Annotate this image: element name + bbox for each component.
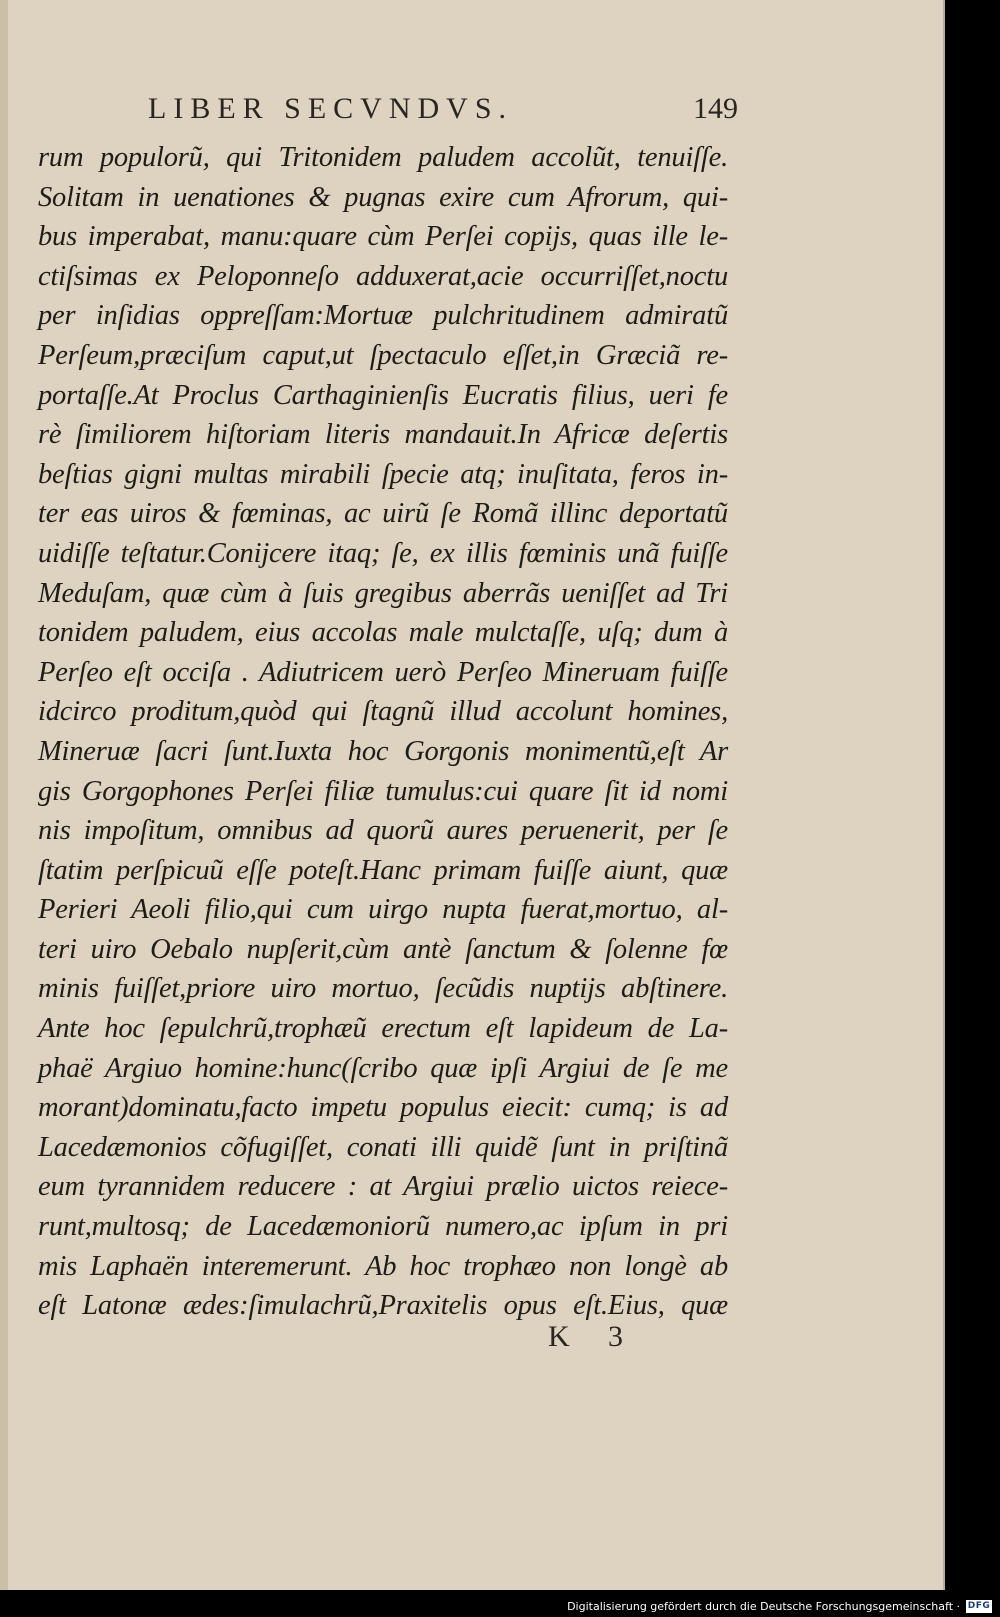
page-gutter-edge (0, 0, 8, 1590)
signature-number: 3 (608, 1320, 623, 1353)
text-line: Solitam in uenationes & pugnas exire cum Afrorum, qui- (38, 181, 728, 213)
text-line: per inſidias oppreſſam:Mortuæ pulchritudinem admiratũ (38, 300, 728, 332)
text-line: portaſſe.At Proclus Carthaginienſis Eucratis filius, ueri fe (38, 379, 728, 411)
text-line: ter eas uiros & fœminas, ac uirũ ſe Romã illinc deportatũ (38, 498, 728, 530)
text-line: mis Laphaën interemerunt. Ab hoc trophæo non longè ab (38, 1250, 728, 1282)
text-line: eum tyrannidem reducere : at Argiui prælio uictos reiece- (38, 1171, 728, 1203)
text-line: Meduſam, quæ cùm à ſuis gregibus aberrãs ueniſſet ad Tri (38, 577, 728, 609)
footer-credit-text: Digitalisierung gefördert durch die Deutsche Forschungsgemeinschaft · (567, 1600, 960, 1613)
text-line: gis Gorgophones Perſei filiæ tumulus:cui quare ſit id nomi (38, 775, 728, 807)
page-number: 149 (693, 92, 738, 125)
digitization-footer (567, 1600, 992, 1613)
text-line: idcirco proditum,quòd qui ſtagnũ illud accolunt homines, (38, 696, 728, 728)
text-line: phaë Argiuo homine:hunc(ſcribo quæ ipſi Argiui de ſe me (38, 1052, 728, 1084)
text-line: rè ſimiliorem hiſtoriam literis mandauit.In Africæ deſertis (38, 419, 728, 451)
text-line: eſt Latonæ ædes:ſimulachrũ,Praxitelis opus eſt.Eius, quæ (38, 1290, 728, 1322)
text-line: Perſeum,præciſum caput,ut ſpectaculo eſſet,in Græciã re- (38, 339, 728, 371)
text-line: teri uiro Oebalo nupſerit,cùm antè ſanctum & ſolenne fœ (38, 933, 728, 965)
text-line: minis fuiſſet,priore uiro mortuo, ſecũdis nuptijs abſtinere. (38, 973, 728, 1005)
text-line: Perieri Aeoli filio,qui cum uirgo nupta fuerat,mortuo, al- (38, 894, 728, 926)
text-line: Perſeo eſt occiſa . Adiutricem uerò Perſeo Mineruam fuiſſe (38, 656, 728, 688)
text-line: rum populorũ, qui Tritonidem paludem accolũt, tenuiſſe. (38, 142, 728, 173)
text-line: uidiſſe teſtatur.Conijcere itaq; ſe, ex illis fœminis unã fuiſſe (38, 537, 728, 569)
text-line: runt,multosq; de Lacedæmoniorũ numero,ac ipſum in pri (38, 1211, 728, 1243)
text-line: Ante hoc ſepulchrũ,trophæũ erectum eſt lapideum de La- (38, 1013, 728, 1045)
body-text (38, 138, 728, 1326)
running-head-title: LIBER SECVNDVS. (148, 92, 514, 125)
text-line: beſtias gigni multas mirabili ſpecie atq; inuſitata, feros in- (38, 458, 728, 490)
text-line: ſtatim perſpicuũ eſſe poteſt.Hanc primam fuiſſe aiunt, quæ (38, 854, 728, 886)
text-line: morant)dominatu,facto impetu populus eiecit: cumq; is ad (38, 1092, 728, 1124)
signature-mark (548, 1320, 658, 1354)
text-line: Lacedæmonios cõfugiſſet, conati illi quidẽ ſunt in priſtinã (38, 1131, 728, 1163)
dfg-logo: DFG (967, 1601, 991, 1611)
signature-letter: K (548, 1320, 570, 1353)
text-line: nis impoſitum, omnibus ad quorũ aures peruenerit, per ſe (38, 815, 728, 847)
running-head (148, 92, 738, 132)
text-line: ctiſsimas ex Peloponneſo adduxerat,acie occurriſſet,noctu (38, 260, 728, 292)
text-line: tonidem paludem, eius accolas male mulctaſſe, uſq; dum à (38, 617, 728, 649)
text-line: Mineruæ ſacri ſunt.Iuxta hoc Gorgonis monimentũ,eſt Ar (38, 735, 728, 767)
text-line: bus imperabat, manu:quare cùm Perſei copijs, quas ille le- (38, 221, 728, 253)
